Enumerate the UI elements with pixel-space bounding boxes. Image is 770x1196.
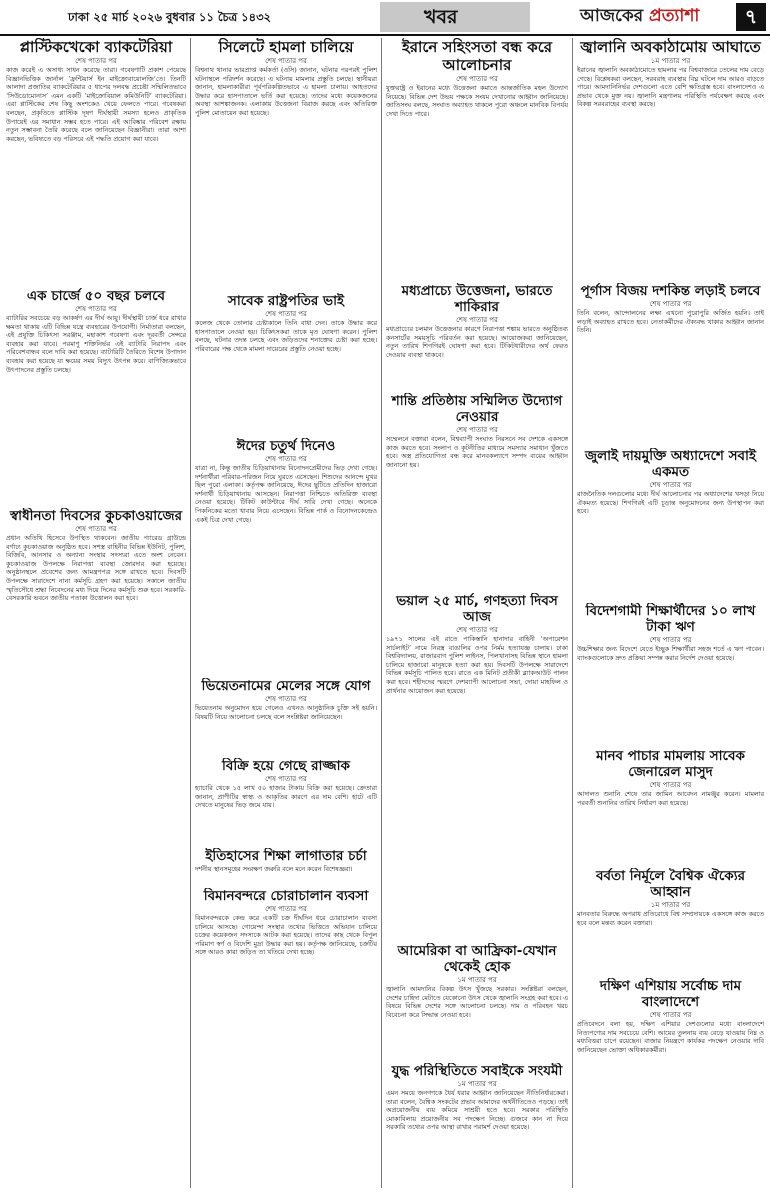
article-body: যুক্তরাষ্ট্র ও ইরানের মধ্যে উত্তেজনা কমাতে আন্তর্জাতিক মহল উদ্যোগ নিয়েছে। বিভিন্ন দেশ উভয় পক্ষকে সংযম দেখানোর আহ্বান জানিয়েছে। জাতিসংঘ বলছে, সংঘাত অব্যাহত থাকলে পুরো অঞ্চলে মানবিক বিপর্যয় দেখা দিতে পারে। — [386, 84, 568, 118]
column-4 — [577, 38, 764, 1188]
article-body: ভিয়েতনাম অনুমোদন হয়ে গেলেও এখনও আনুষ্ঠানিক চুক্তি সই হয়নি। বিষয়টি নিয়ে আলোচনা চলছে বলে সংশ্লিষ্টরা জানিয়েছেন। — [195, 704, 377, 721]
continuation-note: শেষ পাতার পর — [456, 316, 498, 324]
continuation-note: শেষ পাতার পর — [265, 57, 307, 65]
column-divider — [572, 38, 573, 1188]
continuation-note: ১ম পাতার পর — [457, 976, 497, 984]
continuation-note: শেষ পাতার পর — [265, 905, 307, 913]
continuation-note: শেষ পাতার পর — [649, 1011, 692, 1019]
article-body: সম্মেলনে বক্তারা বলেন, বিশ্বব্যাপী সংঘাত নিরসনে সব দেশকে একসঙ্গে কাজ করতে হবে। সংলাপ ও কূটনীতির মাধ্যমে সমস্যার সমাধান খুঁজতে হবে। অস্ত্র প্রতিযোগিতা বন্ধ করে মানবকল্যাণে সম্পদ ব্যয়ের আহ্বান জানানো হয়। — [386, 435, 568, 469]
article — [6, 508, 186, 1188]
article-body: মধ্যপ্রাচ্যের চলমান উত্তেজনার কারণে নিরাপত্তা শঙ্কায় ভারতে অনুষ্ঠিতব্য কনসার্টের সময়সূচি পরিবর্তন করা হয়েছে। আয়োজকরা জানিয়েছেন, নতুন তারিখ শিগগিরই ঘোষণা করা হবে। টিকিটধারীদের অর্থ ফেরত দেওয়ার ব্যবস্থা থাকবে। — [386, 325, 568, 359]
continuation-note: ১ম পাতার পর — [650, 57, 691, 65]
masthead-rule — [0, 34, 770, 36]
article — [577, 868, 764, 973]
article-headline: ঈদের চতুর্থ দিনেও — [236, 438, 336, 454]
article-body: বিমানবন্দরকে কেন্দ্র করে একটি চক্র দীর্ঘদিন ধরে চোরাচালান ব্যবসা চালিয়ে আসছে। গোয়েন্দা সংস্থার তথ্যের ভিত্তিতে অভিযান চালিয়ে চক্রের কয়েকজন সদস্যকে আটক করা হয়েছে। তাদের কাছ থেকে বিপুল পরিমাণ স্বর্ণ ও বিদেশি মুদ্রা উদ্ধার করা হয়। কর্তৃপক্ষ জানিয়েছে, চক্রটির সঙ্গে আরও কারা জড়িত তা খতিয়ে দেখা হচ্ছে। — [195, 914, 377, 957]
continuation-note: শেষ পাতার পর — [75, 57, 117, 65]
article-body: দর্শনীয় স্থানসমূহের সংরক্ষণ জরুরি বলে মনে করেন বিশেষজ্ঞরা। — [195, 865, 353, 873]
article-body: জ্বালানি আমদানির বিকল্প উৎস খুঁজছে সরকার। সংশ্লিষ্টরা বলছেন, দেশের চাহিদা মেটাতে যেকোনো উৎস থেকে জ্বালানি সংগ্রহ করা হবে। এ বিষয়ে বিভিন্ন দেশের সঙ্গে আলোচনা চলছে। দাম ও পরিবহন খরচ বিবেচনা করে সিদ্ধান্ত নেওয়া হবে। — [386, 985, 568, 1019]
article-headline: প্লাস্টিকখেকো ব্যাকটেরিয়া — [19, 38, 173, 56]
article-body: ইরানের জ্বালানি অবকাঠামোতে হামলার পর বিশ্ববাজারে তেলের দাম বেড়ে গেছে। বিশ্লেষকরা বলছেন, সরবরাহ ব্যবস্থায় বিঘ্ন ঘটলে দাম আরও বাড়তে পারে। আমদানিনির্ভর দেশগুলো এতে বেশি ক্ষতিগ্রস্ত হবে। বাংলাদেশও এ প্রভাব থেকে মুক্ত নয়। জ্বালানি মন্ত্রণালয় পরিস্থিতি পর্যবেক্ষণ করছে এবং বিকল্প সরবরাহের ব্যবস্থা করছে। — [577, 66, 764, 109]
article-headline: মধ্যপ্রাচ্যে উত্তেজনা, ভারতে শাকিরার — [401, 283, 553, 315]
logo-part-b: প্রত্যাশা — [649, 6, 700, 26]
article — [577, 283, 764, 443]
column-divider — [381, 38, 382, 1188]
article-headline: এক চার্জে ৫০ বছর চলবে — [26, 288, 166, 304]
article-headline: ইরানে সহিংসতা বন্ধ করে আলোচনার — [401, 38, 553, 74]
article-headline: মানব পাচার মামলায় সাবেক জেনারেল মাসুদ — [596, 748, 745, 780]
article-body: এমন সময়ে জনগণকে ধৈর্য ধরার আহ্বান জানিয়েছেন নীতিনির্ধারকেরা। তারা বলেন, বৈশ্বিক সংকটের প্রভাব আমাদের অর্থনীতিতেও পড়ছে। তাই অপ্রয়োজনীয় ব্যয় কমিয়ে সাশ্রয়ী হতে হবে। সরকার পরিস্থিতি মোকাবিলায় প্রয়োজনীয় সব পদক্ষেপ নিচ্ছে। গুজবে কান না দিয়ে সরকারি তথ্যের ওপর আস্থা রাখার পরামর্শ দেওয়া হয়েছে। — [386, 1089, 568, 1132]
article — [386, 943, 568, 1058]
continuation-note: শেষ পাতার পর — [649, 781, 692, 789]
article-headline: বর্বতা নির্মূলে বৈশ্বিক ঐক্যের আহ্বান — [595, 868, 746, 900]
article — [195, 888, 377, 1188]
article-headline: সাবেক রাষ্ট্রপতির ভাই — [227, 293, 345, 309]
article-body: উচ্চশিক্ষার জন্য বিদেশে যেতে ইচ্ছুক শিক্ষার্থীরা সহজ শর্তে এ ঋণ পাবেন। ব্যাংকগুলোকে দ্রুত প্রক্রিয়া সম্পন্ন করার নির্দেশ দেওয়া হয়েছে। — [577, 645, 764, 662]
article-body: তিনি বলেন, আন্দোলনের লক্ষ্য এখনো পুরোপুরি অর্জিত হয়নি। তাই লড়াই অব্যাহত রাখতে হবে। নেতাকর্মীদের ঐক্যবদ্ধ থাকার আহ্বান জানান তিনি। — [577, 309, 764, 335]
article-body: বিশ্বনাথ থানার ভারপ্রাপ্ত কর্মকর্তা (ওসি) জানান, ঘটনার পরপরই পুলিশ ঘটনাস্থলে পরিদর্শন করেছে। এ ঘটনায় মামলার প্রস্তুতি চলছে। স্থানীয়রা জানান, হামলাকারীরা পূর্বপরিকল্পিতভাবে এ হামলা চালায়। আহতদের উদ্ধার করে হাসপাতালে ভর্তি করা হয়েছে। তাদের মধ্যে কয়েকজনের অবস্থা আশঙ্কাজনক। এলাকায় উত্তেজনা বিরাজ করছে এবং অতিরিক্ত পুলিশ মোতায়েন করা হয়েছে। — [195, 66, 377, 117]
article — [577, 748, 764, 863]
column-2 — [195, 38, 377, 1188]
continuation-note: ১ম পাতার পর — [650, 901, 691, 909]
article-body: প্রতিবেদনে বলা হয়, দক্ষিণ এশিয়ার দেশগুলোর মধ্যে বাংলাদেশে নিত্যপণ্যের দাম সবচেয়ে বেশি। আয়ের তুলনায় ব্যয় বেড়ে যাওয়ায় নিম্ন ও মধ্যবিত্তরা চাপে রয়েছেন। বাজার নিয়ন্ত্রণে কার্যকর পদক্ষেপ নেওয়ার দাবি জানিয়েছেন ভোক্তা অধিকারকর্মীরা। — [577, 1020, 764, 1054]
article — [195, 38, 377, 288]
continuation-note: শেষ পাতার পর — [265, 455, 307, 463]
column-1 — [6, 38, 186, 1188]
continuation-note: শেষ পাতার পর — [265, 695, 307, 703]
article-body: ১৯৭১ সালের এই রাতে পাকিস্তানি হানাদার বাহিনী ‘অপারেশন সার্চলাইট’ নামে নিরস্ত্র বাঙালির ওপর নির্মম হত্যাযজ্ঞ চালায়। ঢাকা বিশ্ববিদ্যালয়, রাজারবাগ পুলিশ লাইনস, পিলখানাসহ বিভিন্ন স্থানে হামলা চালিয়ে হাজারো মানুষকে হত্যা করা হয়। দিবসটি উপলক্ষে সারাদেশে বিভিন্ন কর্মসূচি পালিত হবে। রাতে এক মিনিট প্রতীকী ব্ল্যাকআউট পালন করা হবে। শহীদদের স্মরণে দেশব্যাপী আলোচনা সভা, দোয়া মাহফিল ও প্রার্থনার আয়োজন করা হয়েছে। — [386, 635, 568, 695]
article — [195, 438, 377, 673]
continuation-note: শেষ পাতার পর — [75, 305, 117, 313]
article-headline: বিমানবন্দরে চোরাচালান ব্যবসা — [203, 888, 369, 904]
article — [386, 393, 568, 588]
article-body: রাজনৈতিক দলগুলোর মধ্যে দীর্ঘ আলোচনার পর অধ্যাদেশের খসড়া নিয়ে ঐকমত্য হয়েছে। শিগগিরই এটি চূড়ান্ত অনুমোদনের জন্য উপস্থাপন করা হবে। — [577, 490, 764, 516]
article-body: কাজ করেই এ অসাধ্য সাধন করেছে তারা। গবেষণাটি প্রকাশ পেয়েছে বিজ্ঞানভিত্তিক জার্নাল ‘ফ্রন্টিয়ার্স ইন মাইক্রোবায়োলজি’তে। তিনটি আলাদা প্রজাতির ব্যাকটেরিয়ার ৫ ধাপের দলবদ্ধ প্রচেষ্টা সম্মিলিতভাবে ‘সিউডোমোনাস’ এমন একটি ‘মাইক্রোবিয়াল কমিউনিটি’ ব্যাকটেরিয়া। এরা প্লাস্টিকের শেষ কিছু অংশকেও খেয়ে ফেলতে পারে। গবেষকরা বলছেন, প্রকৃতিতে প্লাস্টিক দূষণ দীর্ঘস্থায়ী সমস্যা হলেও প্রাকৃতিক উপায়েই এর সমাধান সম্ভব হতে পারে। এই আবিষ্কার পরিবেশ রক্ষায় নতুন সম্ভাবনা তৈরি করেছে বলে জানিয়েছেন বিজ্ঞানীরা। তারা আশা করছেন, ভবিষ্যতে বড় পরিসরে এই পদ্ধতি প্রয়োগ করা যাবে। — [6, 66, 186, 143]
article — [195, 678, 377, 753]
article — [577, 448, 764, 598]
article-headline: ইতিহাসের শিক্ষা লাগাতার চর্চা — [205, 848, 367, 864]
article — [6, 288, 186, 503]
article-body: ব্যাটারির সবচেয়ে বড় আকর্ষণ এর দীর্ঘ আয়ু। দীর্ঘস্থায়ী চার্জ ধরে রাখার ক্ষমতা থাকায় এটি বিভিন্ন যন্ত্রে ব্যবহারের উপযোগী। নির্মাতারা বলছেন, এই প্রযুক্তি চিকিৎসা সরঞ্জাম, মহাকাশ গবেষণা এবং দূরবর্তী সেন্সরে ব্যবহার করা যাবে। পরমাণু শক্তিনির্ভর এই ব্যাটারি নিরাপদ এবং পরিবেশবান্ধব বলে দাবি করা হয়েছে। ব্যাটারিটি তৈরিতে বিশেষ উপাদান ব্যবহার করা হয়েছে যা ক্ষয়ের সময় বিদ্যুৎ উৎপন্ন করে। বাণিজ্যিকভাবে উৎপাদনের প্রস্তুতি চলছে। — [6, 314, 186, 374]
article-body: কলেজ থেকে তোলার চেষ্টাকালে তিনি বাধা দেন। তাকে উদ্ধার করে হাসপাতালে নেওয়া হয়। চিকিৎসকরা তাকে মৃত ঘোষণা করেন। পুলিশ বলছে, ঘটনার তদন্ত চলছে এবং জড়িতদের শনাক্তের চেষ্টা করা হচ্ছে। পরিবারের পক্ষ থেকে মামলা দায়েরের প্রস্তুতি নেওয়া হচ্ছে। — [195, 319, 377, 353]
page-date: ঢাকা ২৫ মার্চ ২০২৬ বুধবার ১১ চৈত্র ১৪৩২ — [68, 10, 272, 24]
article-headline: বিক্রি হয়ে গেছে রাজ্জাক — [222, 758, 350, 774]
continuation-note: শেষ পাতার পর — [265, 310, 307, 318]
article-headline: আমেরিকা বা আফ্রিকা-যেখান থেকেই হোক — [397, 943, 557, 975]
continuation-note: শেষ পাতার পর — [456, 626, 498, 634]
article-headline: সিলেটে হামলা চালিয়ে — [218, 38, 354, 56]
article — [195, 848, 377, 883]
article-headline: জ্বালানি অবকাঠামোয় আঘাতে — [580, 38, 761, 56]
article — [386, 283, 568, 388]
article-headline: শান্তি প্রতিষ্ঠায় সম্মিলিত উদ্যোগ নেওয়ার — [391, 393, 563, 425]
column-divider — [190, 38, 191, 1188]
article — [577, 603, 764, 743]
article-body: হ্যাচারি থেকে ১৫ লাখ ৫০ হাজার টাকায় বিক্রি করা হয়েছে। ক্রেতারা জানান, প্রাণীটির স্বাস্থ্য ও আকৃতির কারণে এর দাম বেশি। হাটে এটি দেখতে মানুষের ভিড় জমে যায়। — [195, 784, 377, 810]
article-headline: জুলাই দায়মুক্তি অধ্যাদেশে সবাই একমত — [585, 448, 756, 480]
logo-part-a: আজকের — [580, 6, 644, 26]
article — [6, 38, 186, 283]
article-headline: যুদ্ধ পরিস্থিতিতে সবাইকে সংযমী — [391, 1063, 563, 1079]
article-headline: ভিয়েতনামের মেলের সঙ্গে যোগ — [201, 678, 371, 694]
article — [386, 593, 568, 938]
article-headline: দক্ষিণ এশিয়ায় সর্বোচ্চ দাম বাংলাদেশে — [599, 978, 742, 1010]
article — [195, 758, 377, 843]
page-number: ৭ — [736, 3, 766, 31]
continuation-note: ১ম পাতার পর — [457, 1080, 497, 1088]
column-3 — [386, 38, 568, 1188]
article-headline: পূর্গাস বিজয় দশকিন্ত লড়াই চলবে — [580, 283, 761, 299]
article — [577, 38, 764, 278]
article-body: আদালত শুনানি শেষে তার জামিন আবেদন নামঞ্জুর করেন। মামলার পরবর্তী শুনানির তারিখ নির্ধারণ করা হয়েছে। — [577, 790, 764, 807]
article — [386, 1063, 568, 1188]
newspaper-logo — [580, 3, 699, 31]
article-body: প্রধান অতিথি হিসেবে উপস্থিত থাকবেন। জাতীয় প্যারেড গ্রাউন্ডে বর্ণাঢ্য কুচকাওয়াজ অনুষ্ঠিত হবে। সশস্ত্র বাহিনীর বিভিন্ন ইউনিট, পুলিশ, বিজিবি, আনসার ও অন্যান্য সংস্থার সদস্যরা এতে অংশ নেবেন। কুচকাওয়াজ উপলক্ষে নিরাপত্তা ব্যবস্থা জোরদার করা হয়েছে। অনুষ্ঠানস্থলে প্রবেশের জন্য আমন্ত্রণপত্র সঙ্গে রাখতে হবে। দিবসটি উপলক্ষে সারাদেশে নানা কর্মসূচি গ্রহণ করা হয়েছে। সকালে জাতীয় স্মৃতিসৌধে শ্রদ্ধা নিবেদনের মধ্য দিয়ে দিনের কর্মসূচি শুরু হবে। সরকারি-বেসরকারি ভবনে জাতীয় পতাকা উত্তোলন করা হবে। — [6, 534, 186, 603]
masthead — [0, 0, 770, 34]
continuation-note: শেষ পাতার পর — [265, 775, 307, 783]
article — [386, 38, 568, 278]
article-headline: ভয়াল ২৫ মার্চ, গণহত্যা দিবস আজ — [396, 593, 558, 625]
continuation-note: শেষ পাতার পর — [456, 75, 498, 83]
article — [195, 293, 377, 433]
article — [577, 978, 764, 1188]
continuation-note: শেষ পাতার পর — [75, 525, 117, 533]
continuation-note: শেষ পাতার পর — [649, 300, 692, 308]
continuation-note: শেষ পাতার পর — [456, 426, 498, 434]
article-body: যাত্রা না, কিন্তু জাতীয় চিড়িয়াখানায় বিনোদনপ্রেমীদের ভিড় দেখা গেছে। দর্শনার্থীরা পরিবার-পরিজন নিয়ে ঘুরতে এসেছেন। শিশুদের আনন্দে মুখর ছিল পুরো এলাকা। কর্তৃপক্ষ জানিয়েছে, ঈদের ছুটিতে প্রতিদিন হাজারো দর্শনার্থী চিড়িয়াখানায় আসছেন। নিরাপত্তা নিশ্চিতে অতিরিক্ত ব্যবস্থা নেওয়া হয়েছে। টিকিট কাউন্টারে দীর্ঘ সারি দেখা গেছে। অনেকে পিকনিকের মতো খাবার নিয়ে এসেছেন। বিভিন্ন পার্ক ও বিনোদনকেন্দ্রেও একই চিত্র দেখা গেছে। — [195, 464, 377, 524]
article-headline: স্বাধীনতা দিবসের কুচকাওয়াজের — [9, 508, 183, 524]
continuation-note: শেষ পাতার পর — [649, 481, 692, 489]
section-title: খবর — [380, 2, 530, 32]
article-body: মানবতার বিরুদ্ধে অপরাধ প্রতিরোধে বিশ্ব সম্প্রদায়কে একসঙ্গে কাজ করতে হবে বলে মন্তব্য করেন বক্তারা। — [577, 910, 764, 927]
article-headline: বিদেশগামী শিক্ষার্থীদের ১০ লাখ টাকা ঋণ — [585, 603, 756, 635]
continuation-note: শেষ পাতার পর — [649, 636, 692, 644]
